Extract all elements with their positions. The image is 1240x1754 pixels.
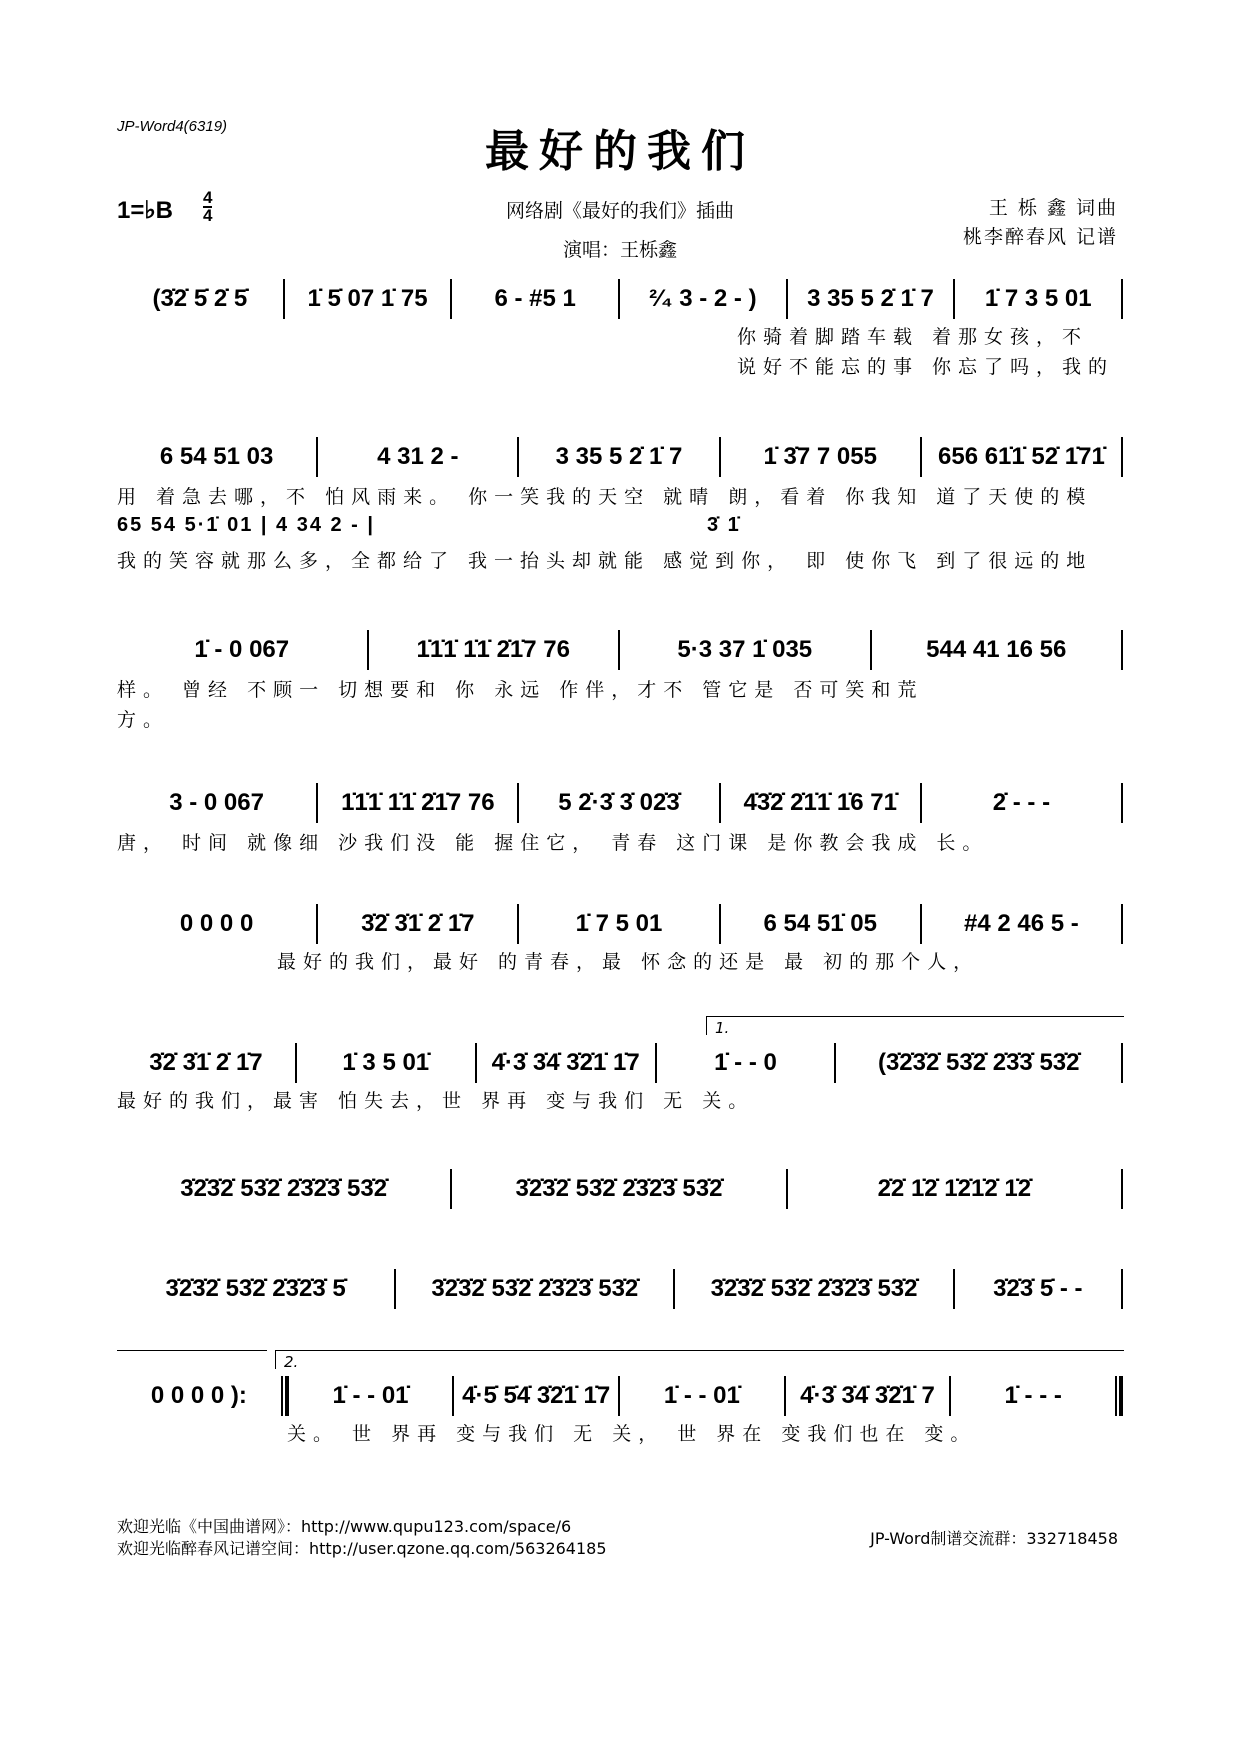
measure: 6 54 51 03	[159, 443, 274, 470]
volta-bracket-1	[706, 1016, 1124, 1035]
lyric-line: 最好的我们，最害 怕失去，世 界再 变与我们 无 关。	[117, 1090, 755, 1112]
notes-row	[117, 276, 1123, 322]
lyric-line: 用 着急去哪，不 怕风雨来。 你一笑我的天空 就晴 朗，看着 你我知 道了天使的模	[117, 486, 1093, 508]
measure: 3 - 0 067	[169, 789, 264, 816]
measure: 1̇1̇1̇ 1̇1̇ 2̇1̇7 76	[416, 636, 570, 663]
measure: 1̇1̇1̇ 1̇1̇ 2̇1̇7 76	[341, 789, 495, 816]
composer-credit: 王 栎 鑫 词曲	[988, 197, 1118, 219]
measure: 3̇2̇3̇2̇ 53̇2̇ 2̇3̇2̇3̇ 53̇2̇	[710, 1275, 918, 1302]
measure: ²⁄₄ 3 - 2 - )	[649, 285, 757, 312]
measure: 4̇·5̇ 5̇4̇ 3̇2̇1̇ 1̇7	[462, 1382, 611, 1409]
measure: #4 2 46 5 -	[964, 910, 1079, 937]
volta-bracket-2	[275, 1350, 1124, 1369]
measure: 5 2̇·3̇ 3̇ 02̇3̇	[558, 789, 680, 816]
notes-row	[117, 901, 1123, 947]
measure: 1̇ 5̇ 07 1̇ 75	[307, 285, 428, 312]
measure: 0 0 0 0	[179, 910, 254, 937]
measure: (3̇2̇3̇2̇ 53̇2̇ 2̇3̇3̇ 53̇2̇	[877, 1049, 1080, 1076]
measure: 4̇·3̇ 3̇4̇ 3̇2̇1̇ 1̇7	[491, 1049, 640, 1076]
source-label: JP-Word4(6319)	[117, 118, 228, 135]
measure: 0 0 0 0 ):	[150, 1382, 247, 1409]
measure: 3̇2̇ 3̇1̇ 2̇ 1̇7	[149, 1049, 263, 1076]
volta-label: 2.	[284, 1353, 299, 1371]
subtitle: 网络剧《最好的我们》插曲	[505, 200, 734, 222]
footer-links	[117, 1516, 607, 1560]
measure: 1̇ - - 01̇	[332, 1382, 409, 1409]
meter-bottom: 4	[203, 206, 213, 225]
measure: 1̇ 7 5 01	[575, 910, 663, 937]
notes-row	[117, 1040, 1123, 1086]
lyric-line: 唐， 时间 就像细 沙我们没 能 握住它， 青春 这门课 是你教会我成 长。	[117, 832, 989, 854]
lyric-line: 样。 曾经 不顾一 切想要和 你 永远 作伴，才不 管它是 否可笑和荒	[117, 679, 924, 701]
measure: 2̇ - - -	[992, 789, 1051, 816]
volta-label: 1.	[715, 1019, 730, 1037]
footer-line-2: 欢迎光临醉春风记谱空间：http://user.qzone.qq.com/563264185	[117, 1539, 607, 1558]
lyric-line: 说好不能忘的事 你忘了吗，我的	[737, 356, 1115, 378]
measure: 1̇ - - 0	[714, 1049, 777, 1076]
measure: 6 54 51̇ 05	[763, 910, 877, 937]
measure: 1̇ 3̇7 7 055	[763, 443, 877, 470]
notes-row	[117, 780, 1123, 826]
notes-row	[117, 1373, 1123, 1419]
measure: 1̇ - 0 067	[194, 636, 290, 663]
measure: 6 - #5 1	[494, 285, 576, 312]
measure: 2̇2̇ 1̇2̇ 1̇2̇1̇2̇ 1̇2̇	[877, 1175, 1032, 1202]
notes-row	[117, 1266, 1123, 1312]
singer: 演唱：王栎鑫	[562, 239, 677, 261]
lyric-line: 方。	[117, 709, 170, 731]
key-text: 1=♭B	[117, 197, 174, 224]
measure: 4 31 2 -	[377, 443, 459, 470]
measure: 1̇ - - 01̇	[663, 1382, 740, 1409]
lyric-line: 你骑着脚踏车载 着那女孩，不	[737, 326, 1089, 348]
lyric-line: 我的笑容就那么多，全都给了 我一抬头却就能 感觉到你， 即 使你飞 到了很远的地	[117, 550, 1093, 572]
measure: 4̇·3̇ 3̇4̇ 3̇2̇1̇ 7	[800, 1382, 935, 1409]
measure: 3̇2̇3̇2̇ 53̇2̇ 2̇3̇2̇3̇ 5̇	[165, 1275, 346, 1302]
measure: 3̇2̇3̇2̇ 53̇2̇ 2̇3̇2̇3̇ 53̇2̇	[180, 1175, 388, 1202]
measure: 1̇ - - -	[1004, 1382, 1062, 1409]
measure: 1̇ 3 5 01̇	[342, 1049, 430, 1076]
measure: (3̇2̇ 5̇ 2̇ 5̇	[152, 285, 248, 312]
measure: 4̇3̇2̇ 2̇1̇1̇ 1̇6 71̇	[743, 789, 897, 816]
measure: 3 35 5 2̇ 1̇ 7	[807, 285, 934, 312]
alt-notes: 3̇ 1̇	[707, 514, 741, 536]
measure: 1̇ 7 3 5 01	[984, 285, 1092, 312]
measure: 5·3 37 1̇ 035	[677, 636, 813, 663]
measure: 3̇2̇3̇2̇ 53̇2̇ 2̇3̇2̇3̇ 53̇2̇	[515, 1175, 723, 1202]
volta-line	[117, 1350, 267, 1369]
alt-notes: 65 54 5·1̇ 01 | 4 34 2 - |	[117, 514, 375, 536]
measure: 3̇2̇3̇ 5̇ - -	[993, 1275, 1083, 1302]
measure: 3 35 5 2̇ 1̇ 7	[555, 443, 683, 470]
notes-row	[117, 434, 1123, 480]
measure: 544 41 16 56	[926, 636, 1067, 663]
measure: 3̇2̇ 3̇1̇ 2̇ 1̇7	[361, 910, 475, 937]
notes-row	[117, 627, 1123, 673]
measure: 656 61̇1̇ 52̇ 1̇71̇	[938, 443, 1105, 470]
notes-row	[117, 1166, 1123, 1212]
page-title: 最好的我们	[485, 126, 755, 177]
footer-line-1: 欢迎光临《中国曲谱网》：http://www.qupu123.com/space/6	[117, 1517, 572, 1536]
footer-group: JP-Word制谱交流群：332718458	[870, 1529, 1118, 1548]
lyric-line: 关。 世 界再 变与我们 无 关， 世 界在 变我们也在 变。	[287, 1423, 977, 1445]
transcriber-credit: 桃李醉春风 记谱	[962, 226, 1118, 248]
measure: 3̇2̇3̇2̇ 53̇2̇ 2̇3̇2̇3̇ 53̇2̇	[431, 1275, 639, 1302]
meter-top: 4	[203, 188, 213, 207]
lyric-line: 最好的我们，最好 的青春，最 怀念的还是 最 初的那个人，	[277, 951, 980, 973]
